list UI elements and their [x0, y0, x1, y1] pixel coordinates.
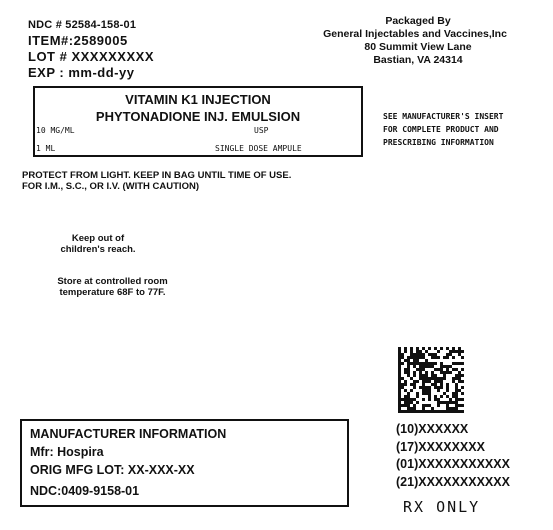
- barcode-codes: [396, 421, 510, 491]
- header-left-block: [28, 19, 154, 80]
- insert-note-line-2: FOR COMPLETE PRODUCT AND: [383, 125, 499, 134]
- reach-line-2: children's reach.: [60, 244, 136, 255]
- reach-note: [48, 233, 148, 255]
- packager-label: Packaged By: [385, 15, 451, 27]
- code-10: (10)XXXXXX: [396, 422, 469, 436]
- manufacturer-name: Mfr: Hospira: [30, 445, 104, 459]
- product-subtitle: PHYTONADIONE INJ. EMULSION: [95, 109, 301, 124]
- code-17: (17)XXXXXXXX: [396, 439, 485, 454]
- warning-route: FOR I.M., S.C., OR I.V. (WITH CAUTION): [22, 181, 199, 192]
- item-number: ITEM#:2589005: [28, 33, 128, 48]
- product-strength: 10 MG/ML: [36, 126, 75, 135]
- code-01: (01)XXXXXXXXXXX: [396, 457, 510, 471]
- product-volume: 1 ML: [36, 144, 56, 153]
- packager-company: General Injectables and Vaccines,Inc: [323, 28, 507, 40]
- manufacturer-ndc: NDC:0409-9158-01: [30, 484, 140, 498]
- insert-note-line-3: PRESCRIBING INFORMATION: [383, 138, 494, 147]
- rx-only: RX ONLY: [403, 498, 481, 516]
- ndc-number: NDC # 52584-158-01: [28, 19, 137, 31]
- datamatrix-barcode-icon: [398, 347, 464, 413]
- insert-note: [383, 110, 503, 149]
- storage-line-2: temperature 68F to 77F.: [59, 287, 166, 298]
- reach-line-1: Keep out of: [71, 233, 125, 244]
- product-box: [33, 86, 363, 157]
- insert-note-line-1: SEE MANUFACTURER'S INSERT: [383, 112, 504, 121]
- expiry-date: EXP : mm-dd-yy: [28, 65, 135, 80]
- code-21: (21)XXXXXXXXXXX: [396, 474, 510, 489]
- product-dose: SINGLE DOSE AMPULE: [215, 144, 302, 153]
- packager-street: 80 Summit View Lane: [364, 41, 472, 53]
- storage-note: [45, 276, 180, 298]
- manufacturer-heading: MANUFACTURER INFORMATION: [30, 427, 227, 441]
- warning-light: PROTECT FROM LIGHT. KEEP IN BAG UNTIL TIME OF USE.: [22, 170, 292, 181]
- lot-number: LOT # XXXXXXXXX: [28, 49, 154, 64]
- warnings-block: [22, 170, 291, 192]
- manufacturer-orig-lot: ORIG MFG LOT: XX-XXX-XX: [30, 463, 195, 477]
- packager-block: [318, 15, 518, 67]
- product-usp: USP: [254, 126, 269, 135]
- product-title: VITAMIN K1 INJECTION: [125, 92, 271, 107]
- packager-city: Bastian, VA 24314: [373, 54, 463, 66]
- manufacturer-box: [20, 419, 349, 507]
- storage-line-1: Store at controlled room: [57, 276, 168, 287]
